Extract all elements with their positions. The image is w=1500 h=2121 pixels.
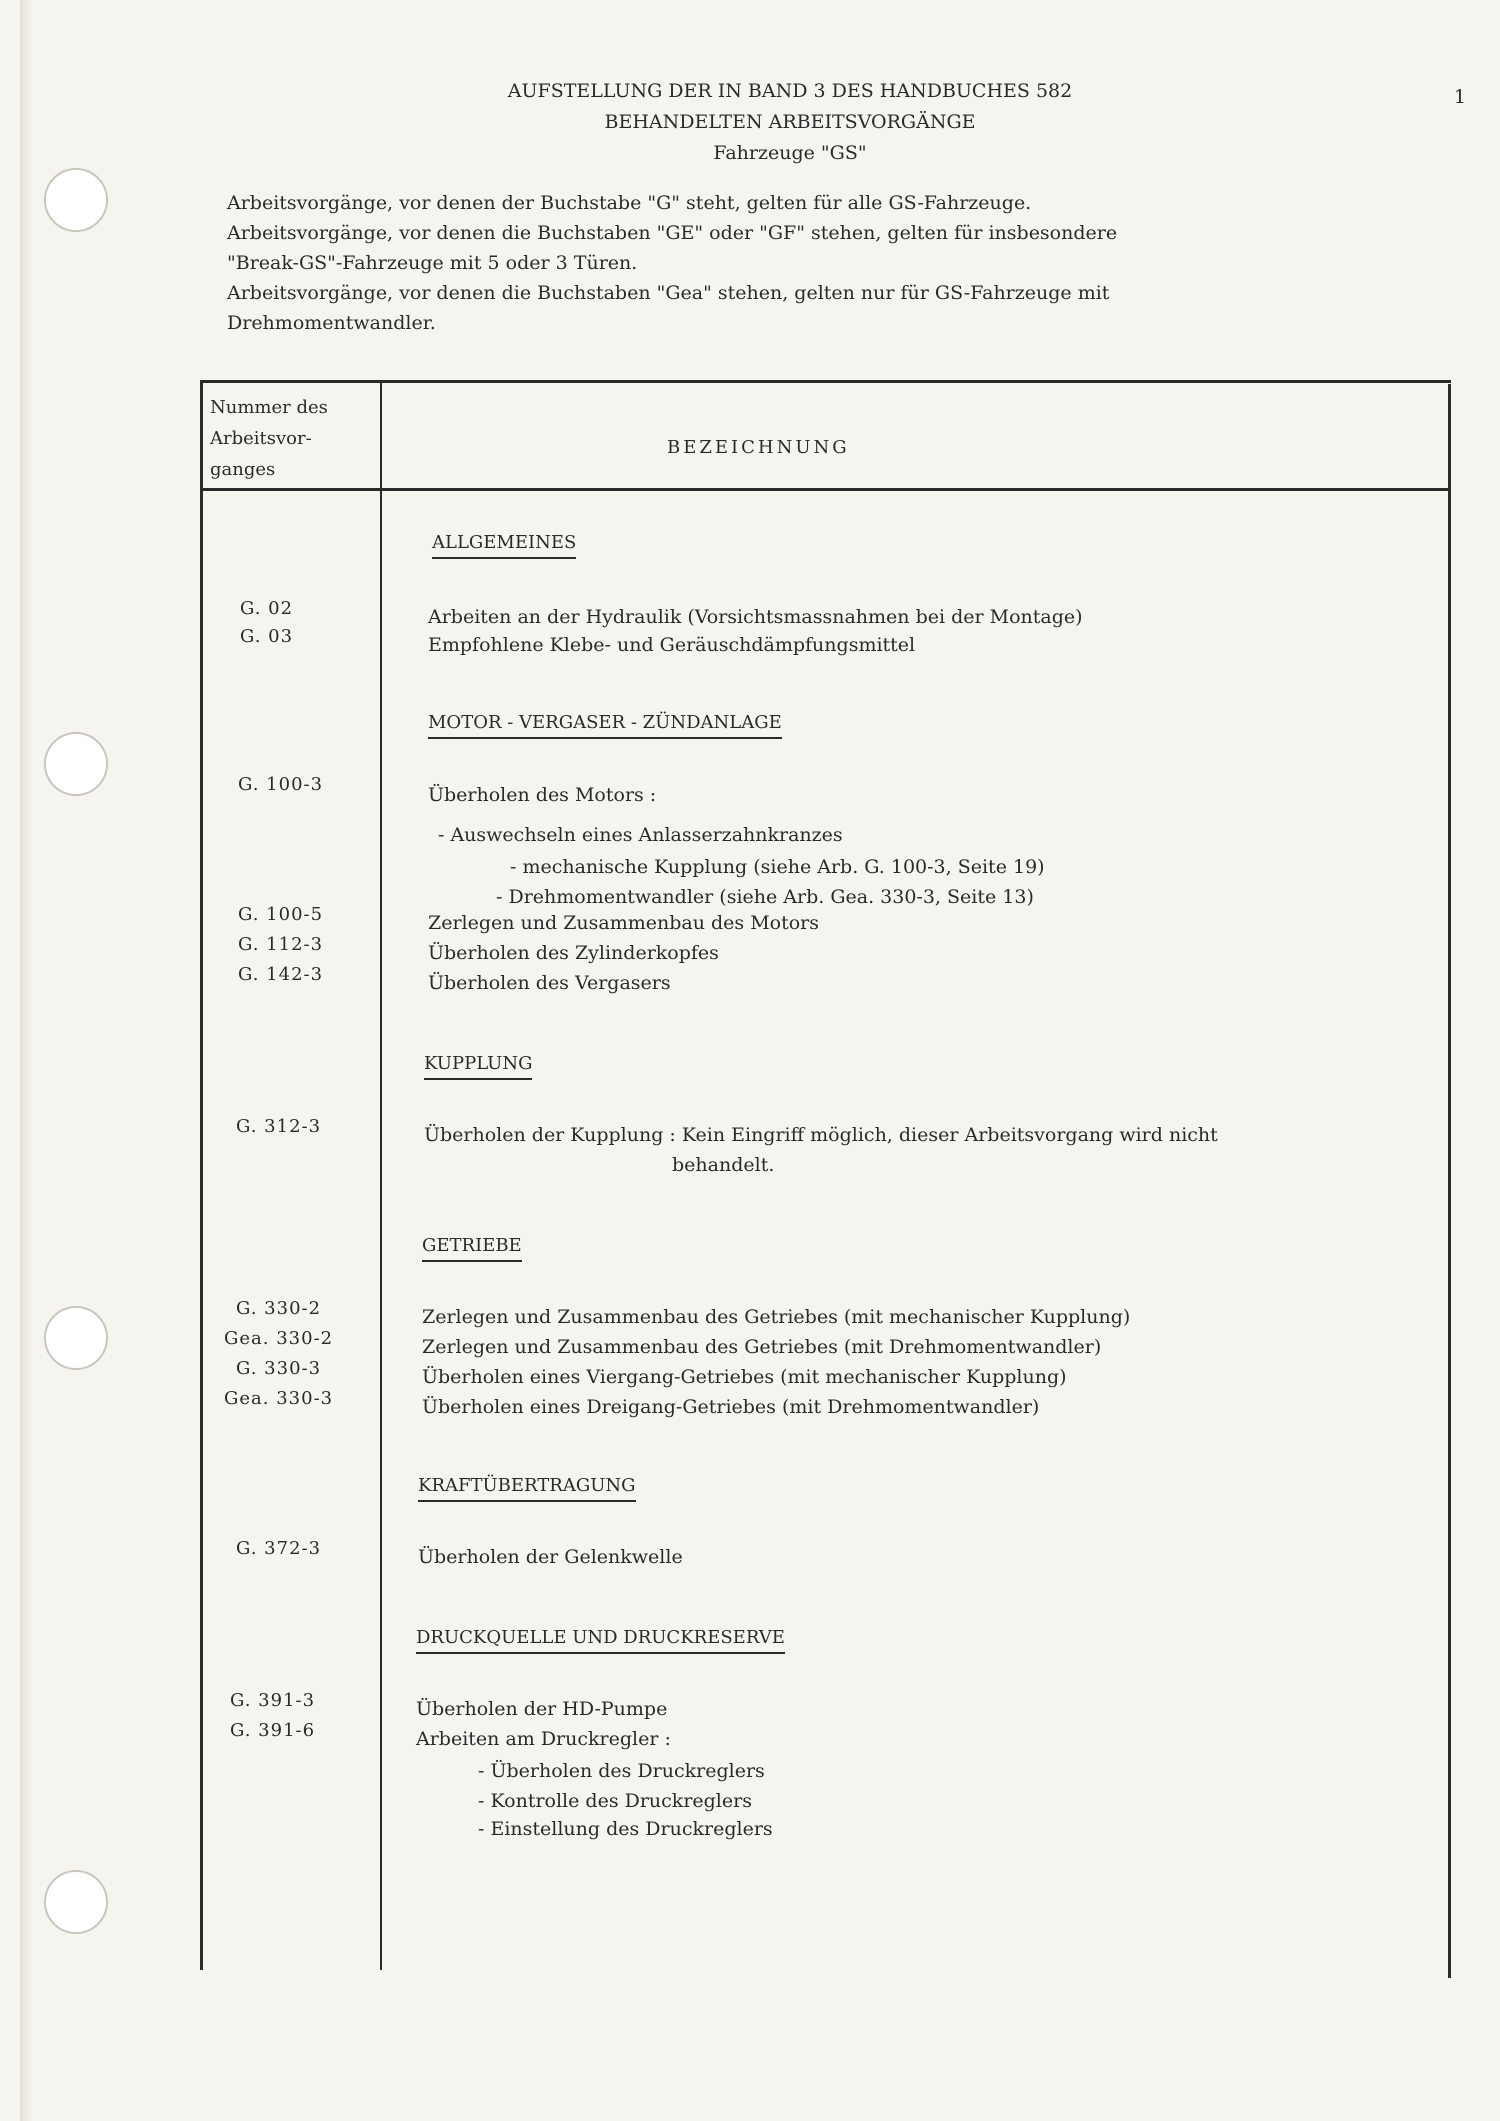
column-header-bezeichnung: BEZEICHNUNG	[667, 437, 850, 458]
operation-description: Überholen der Gelenkwelle	[418, 1546, 683, 1568]
operation-description: Zerlegen und Zusammenbau des Getriebes (mit Drehmomentwandler)	[422, 1336, 1102, 1358]
operation-number: Gea. 330-3	[224, 1388, 334, 1409]
operation-description: Arbeiten am Druckregler :	[416, 1728, 671, 1750]
operation-description: - Überholen des Druckreglers	[478, 1760, 765, 1782]
column-header-number: Nummer des Arbeitsvor- ganges	[210, 397, 328, 480]
intro-line: Drehmomentwandler.	[227, 312, 436, 334]
title-line-1: AUFSTELLUNG DER IN BAND 3 DES HANDBUCHES 582	[507, 80, 1073, 102]
operation-description: Überholen des Zylinderkopfes	[428, 942, 719, 964]
section-heading: KRAFTÜBERTRAGUNG	[418, 1475, 636, 1502]
intro-line: Arbeitsvorgänge, vor denen der Buchstabe "G" steht, gelten für alle GS-Fahrzeuge.	[227, 192, 1032, 214]
document-title	[0, 76, 1500, 169]
operation-description: - mechanische Kupplung (siehe Arb. G. 100-3, Seite 19)	[510, 856, 1045, 878]
operation-number: Gea. 330-2	[224, 1328, 334, 1349]
intro-line: "Break-GS"-Fahrzeuge mit 5 oder 3 Türen.	[227, 252, 638, 274]
operation-description: Überholen des Vergasers	[428, 972, 671, 994]
paper-edge	[20, 0, 32, 2121]
operation-description: Zerlegen und Zusammenbau des Motors	[428, 912, 820, 934]
operation-description: Arbeiten an der Hydraulik (Vorsichtsmassnahmen bei der Montage)	[428, 606, 1083, 628]
punch-hole	[44, 1306, 108, 1370]
operation-number: G. 372-3	[236, 1538, 322, 1559]
table-right-border	[1448, 384, 1451, 1978]
operation-number: G. 391-3	[230, 1690, 316, 1711]
operation-number: G. 100-3	[238, 774, 324, 795]
punch-hole	[44, 168, 108, 232]
operation-description: - Einstellung des Druckreglers	[478, 1818, 773, 1840]
operation-number: G. 03	[240, 626, 294, 647]
operation-description: Empfohlene Klebe- und Geräuschdämpfungsmittel	[428, 634, 916, 656]
operation-number: G. 391-6	[230, 1720, 316, 1741]
section-heading: KUPPLUNG	[424, 1053, 532, 1080]
operation-number: G. 112-3	[238, 934, 324, 955]
section-heading: ALLGEMEINES	[432, 532, 576, 559]
operation-description: Überholen eines Viergang-Getriebes (mit mechanischer Kupplung)	[422, 1366, 1067, 1388]
operation-description: Überholen der HD-Pumpe	[416, 1698, 668, 1720]
intro-text	[227, 188, 1227, 338]
punch-hole	[44, 1870, 108, 1934]
section-heading: GETRIEBE	[422, 1235, 522, 1262]
operation-description: - Drehmomentwandler (siehe Arb. Gea. 330-3, Seite 13)	[496, 886, 1034, 908]
title-line-3: Fahrzeuge "GS"	[713, 142, 867, 164]
punch-hole	[44, 732, 108, 796]
operation-number: G. 312-3	[236, 1116, 322, 1137]
page-number: 1	[1453, 86, 1466, 108]
operation-description: Überholen der Kupplung : Kein Eingriff möglich, dieser Arbeitsvorgang wird nicht	[424, 1124, 1218, 1146]
operation-description: Überholen des Motors :	[428, 784, 657, 806]
operation-description: Überholen eines Dreigang-Getriebes (mit Drehmomentwandler)	[422, 1396, 1040, 1418]
operation-number: G. 142-3	[238, 964, 324, 985]
operation-description: behandelt.	[672, 1154, 775, 1176]
operation-number: G. 100-5	[238, 904, 324, 925]
operation-number: G. 330-3	[236, 1358, 322, 1379]
table-left-border	[200, 380, 203, 1970]
section-heading: MOTOR - VERGASER - ZÜNDANLAGE	[428, 712, 782, 739]
intro-line: Arbeitsvorgänge, vor denen die Buchstaben "Gea" stehen, gelten nur für GS-Fahrzeuge mit	[227, 282, 1110, 304]
operation-number: G. 330-2	[236, 1298, 322, 1319]
title-line-2: BEHANDELTEN ARBEITSVORGÄNGE	[604, 111, 976, 133]
table-header-border	[200, 488, 1451, 491]
table-column-divider	[380, 380, 382, 1970]
table-top-border	[200, 380, 1451, 383]
section-heading: DRUCKQUELLE UND DRUCKRESERVE	[416, 1627, 785, 1654]
operation-description: - Kontrolle des Druckreglers	[478, 1790, 752, 1812]
operation-description: - Auswechseln eines Anlasserzahnkranzes	[438, 824, 843, 846]
operation-description: Zerlegen und Zusammenbau des Getriebes (mit mechanischer Kupplung)	[422, 1306, 1131, 1328]
operation-number: G. 02	[240, 598, 294, 619]
intro-line: Arbeitsvorgänge, vor denen die Buchstaben "GE" oder "GF" stehen, gelten für insbesondere	[227, 222, 1118, 244]
